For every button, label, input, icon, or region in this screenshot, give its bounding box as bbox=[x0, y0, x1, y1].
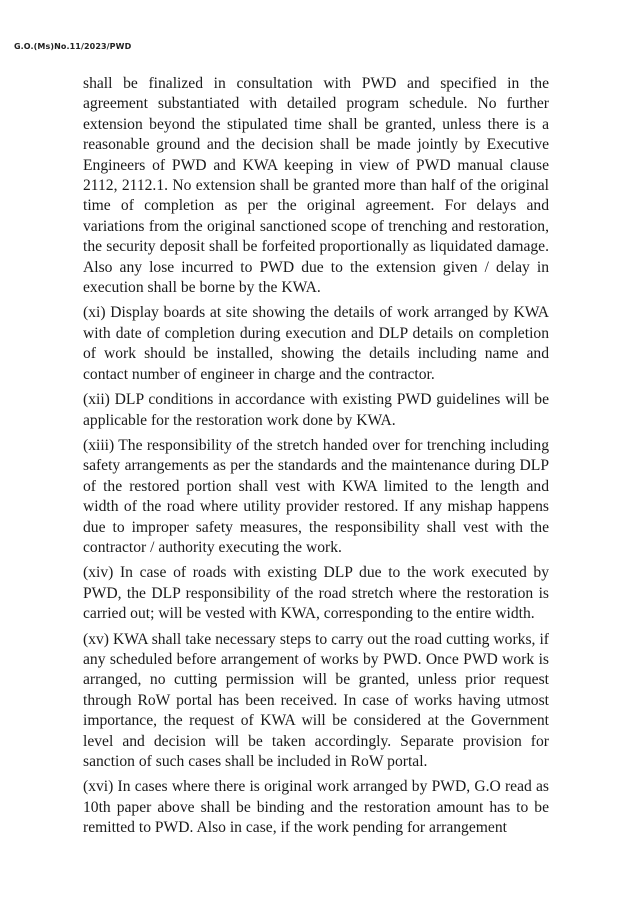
paragraph-xiv: (xiv) In case of roads with existing DLP due to the work executed by PWD, the DLP responsibility of the road stretch where the restoration is carried out; will be vested with KWA, corresponding to the entire width. bbox=[83, 564, 549, 623]
paragraph-xv: (xv) KWA shall take necessary steps to carry out the road cutting works, if any scheduled before arrangement of works by PWD. Once PWD work is arranged, no cutting permission will be granted, unless prior request through RoW portal has been received. In case of works having utmost importance, the request of KWA will be considered at the Government level and decision will be taken accordingly. Separate provision for sanction of such cases shall be included in RoW portal. bbox=[83, 630, 549, 770]
paragraph-xiii: (xiii) The responsibility of the stretch handed over for trenching including safety arrangements as per the standards and the maintenance during DLP of the restored portion shall vest with KWA limited to the length and width of the road where utility provider restored. If any mishap happens due to improper safety measures, the responsibility shall vest with the contractor / authority executing the work. bbox=[83, 436, 549, 556]
paragraph-x-continued: shall be finalized in consultation with PWD and specified in the agreement substantiated with detailed program schedule. No further extension beyond the stipulated time shall be granted, unless there is a reasonable ground and the decision shall be made jointly by Executive Engineers of PWD and KWA keeping in view of PWD manual clause 2112, 2112.1. No extension shall be granted more than half of the original time of completion as per the original agreement. For delays and variations from the original sanctioned scope of trenching and restoration, the security deposit shall be forfeited proportionally as liquidated damage. Also any lose incurred to PWD due to the extension given / delay in execution shall be borne by the KWA. bbox=[83, 75, 549, 297]
paragraph-xii: (xii) DLP conditions in accordance with existing PWD guidelines will be applicable for the restoration work done by KWA. bbox=[83, 391, 549, 429]
paragraph-xvi: (xvi) In cases where there is original work arranged by PWD, G.O read as 10th paper above shall be binding and the restoration amount has to be remitted to PWD. Also in case, if the work pending for arrangement bbox=[83, 778, 549, 837]
document-body bbox=[83, 74, 549, 844]
document-reference: G.O.(Ms)No.11/2023/PWD bbox=[14, 42, 132, 51]
paragraph-xi: (xi) Display boards at site showing the details of work arranged by KWA with date of completion during execution and DLP details on completion of work should be installed, showing the details including name and contact number of engineer in charge and the contractor. bbox=[83, 304, 549, 383]
